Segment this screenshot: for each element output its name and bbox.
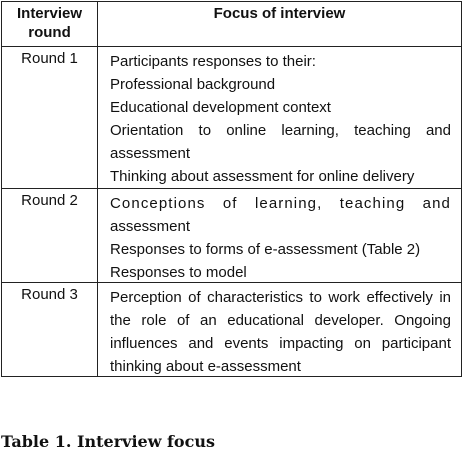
focus-line: thinking about e-assessment — [110, 358, 301, 375]
focus-line: Professional background — [110, 76, 276, 93]
header-round-line-1: Interview — [16, 5, 83, 22]
focus-cell — [110, 50, 451, 188]
focus-line: assessment — [110, 218, 191, 235]
table-header-row — [2, 2, 461, 47]
header-round-line-2: round — [28, 24, 71, 41]
focus-line: the role of an educational developer. Ongoing — [110, 312, 451, 329]
focus-line: Responses to model — [110, 264, 247, 281]
header-interview-round — [2, 4, 97, 42]
round-label: Round 3 — [21, 286, 78, 303]
header-focus-of-interview: Focus of interview — [213, 5, 346, 22]
round-label: Round 2 — [21, 192, 78, 209]
table-row — [2, 189, 461, 283]
round-label: Round 1 — [21, 50, 78, 67]
focus-line: Thinking about assessment for online delivery — [110, 168, 415, 185]
focus-line: Perception of characteristics to work effectively in — [110, 289, 451, 306]
focus-line: assessment — [110, 145, 191, 162]
focus-line: Conceptions of learning, teaching and — [110, 195, 451, 212]
table-caption: Table 1. Interview focus — [1, 432, 215, 451]
focus-line: influences and events impacting on participant — [110, 335, 451, 352]
focus-line: Orientation to online learning, teaching and — [110, 122, 451, 139]
table-row — [2, 283, 461, 376]
focus-line: Educational development context — [110, 99, 331, 116]
focus-line: Responses to forms of e-assessment (Table 2) — [110, 241, 421, 258]
interview-focus-table — [1, 1, 462, 377]
focus-cell — [110, 192, 451, 284]
focus-line: Participants responses to their: — [110, 53, 316, 70]
table-row — [2, 47, 461, 189]
focus-cell — [110, 286, 451, 378]
